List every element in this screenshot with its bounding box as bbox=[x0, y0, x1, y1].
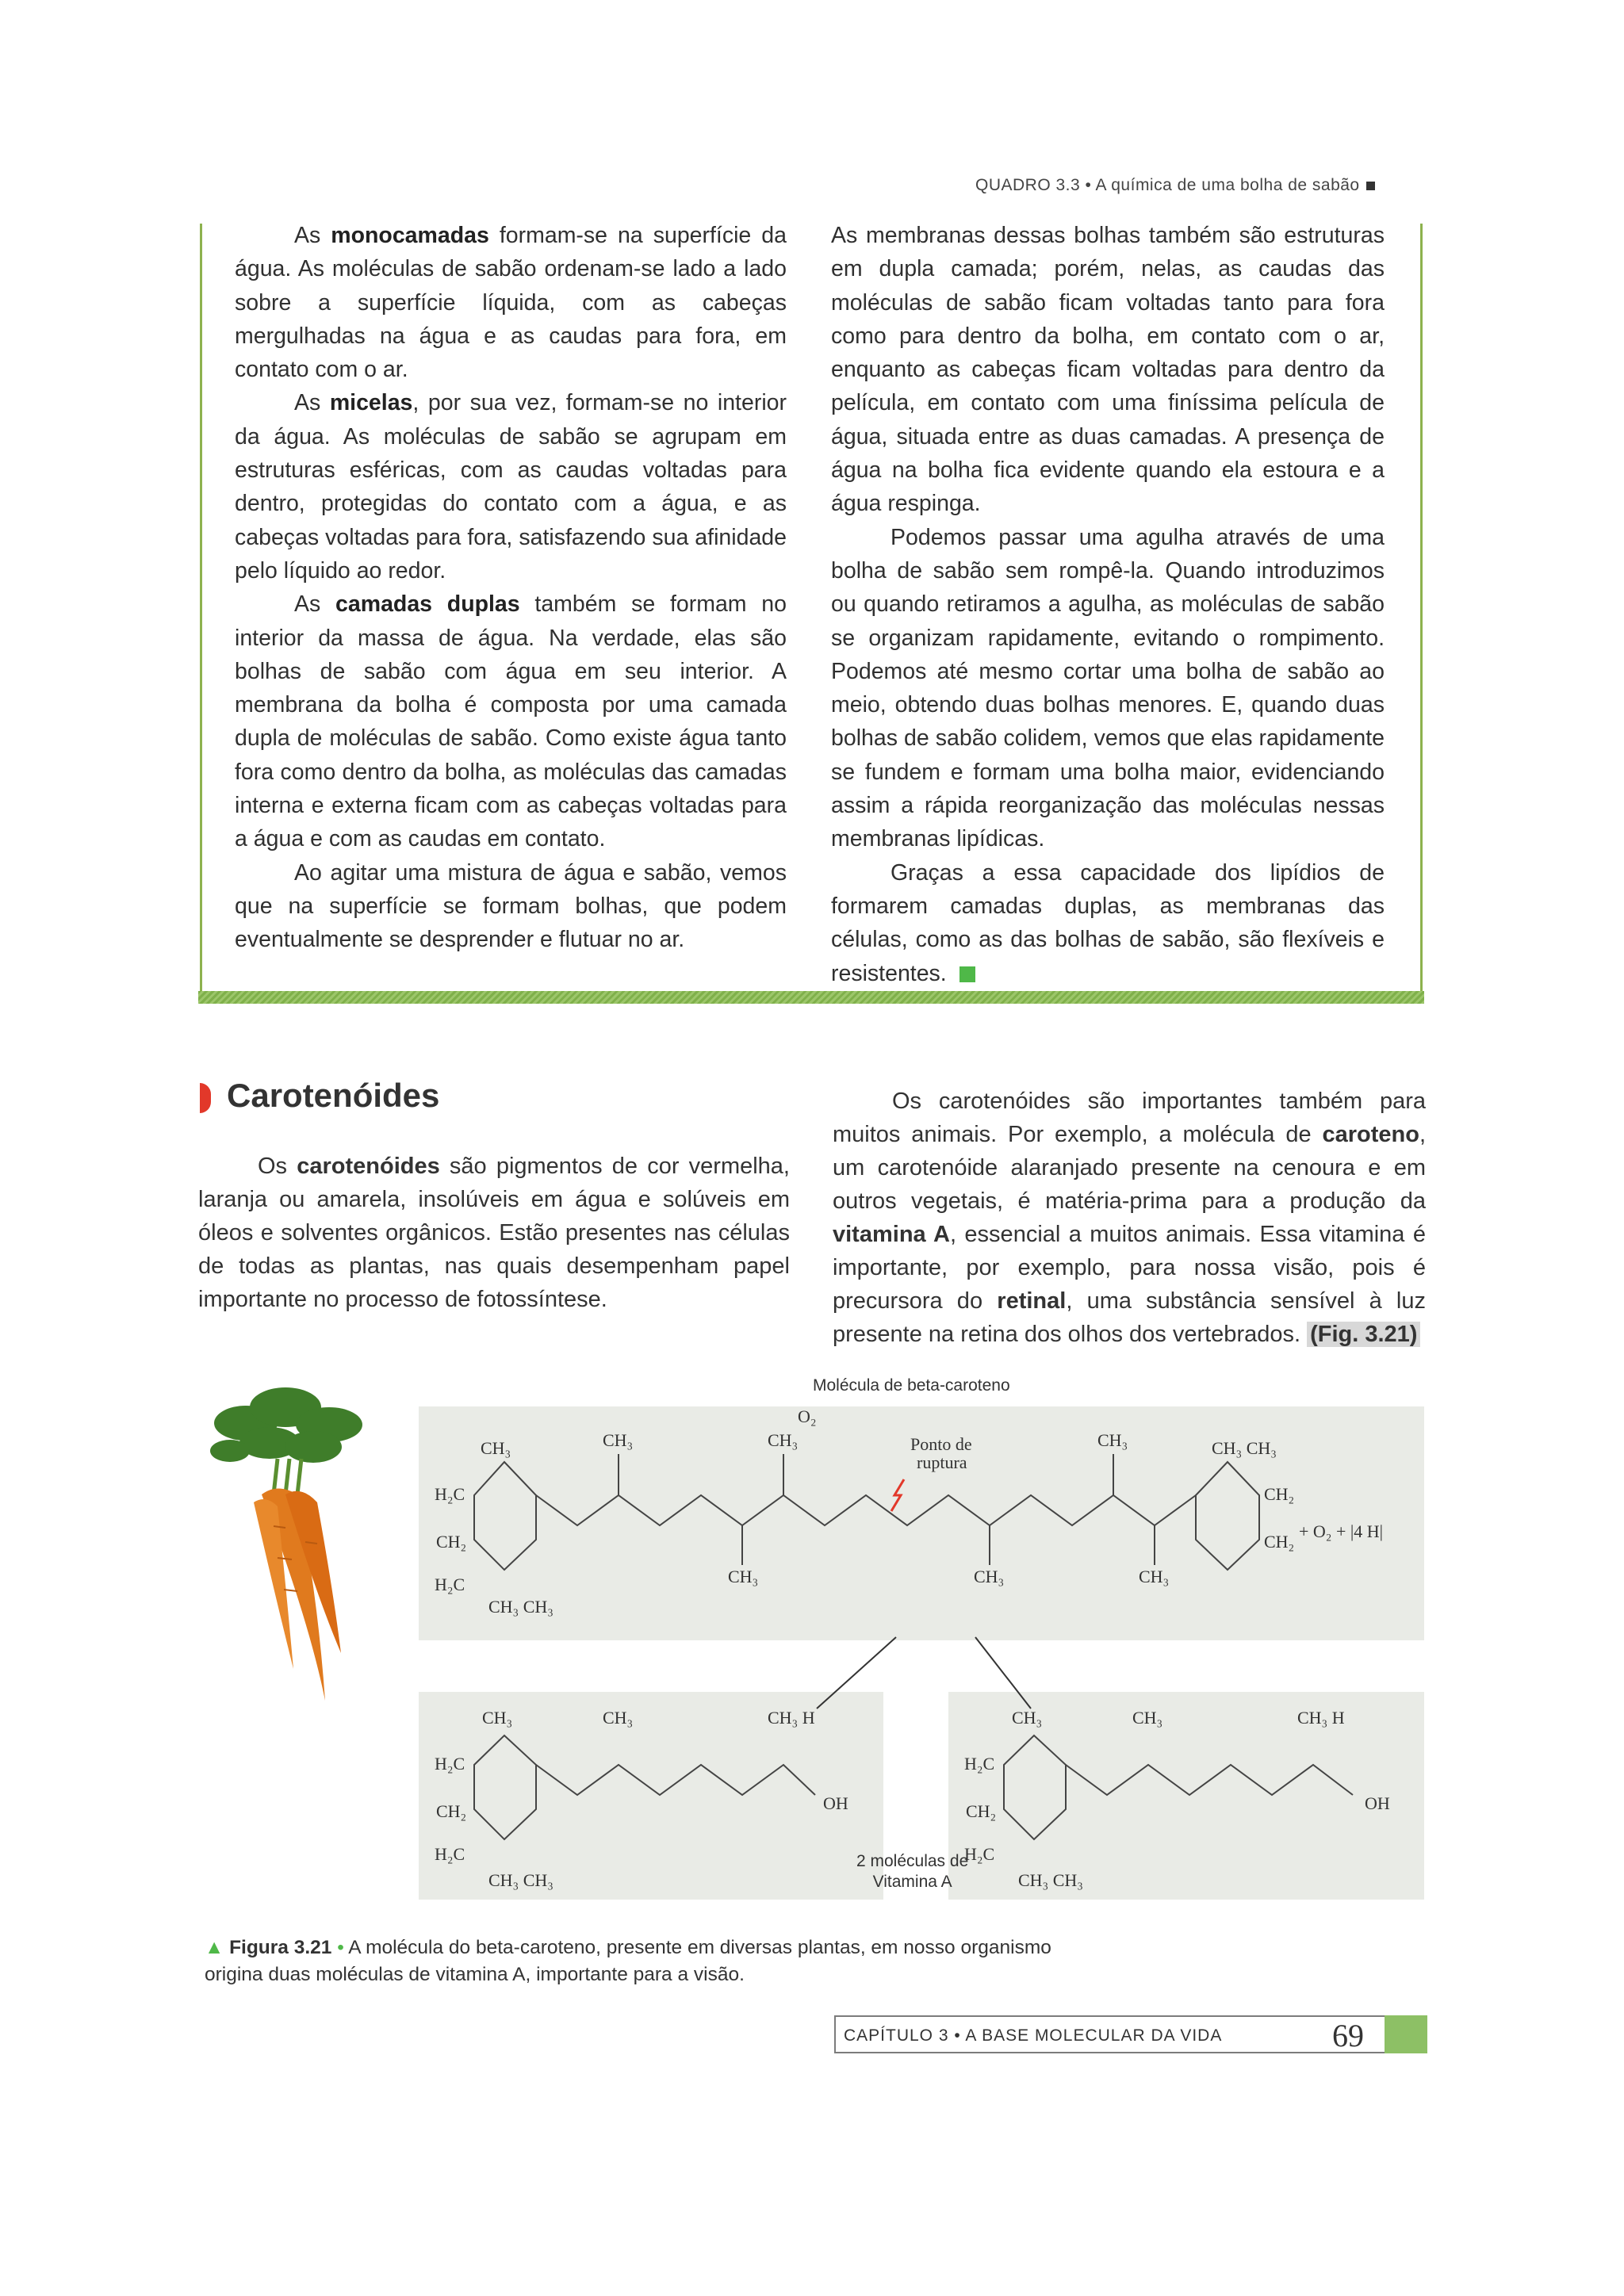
vitamin-a-right-panel bbox=[948, 1692, 1424, 1900]
svg-text:CH₃: CH₃ bbox=[728, 1567, 759, 1586]
svg-text:CH₃: CH₃ bbox=[1012, 1708, 1043, 1728]
rupture-mark-icon bbox=[891, 1479, 904, 1511]
svg-text:CH₃: CH₃ bbox=[603, 1430, 634, 1450]
svg-text:OH: OH bbox=[823, 1793, 848, 1813]
footer-green-tab bbox=[1385, 2015, 1427, 2053]
paragraph-carotenoides: Os carotenóides são pigmentos de cor vermelha, laranja ou amarela, insolúveis em água e solúveis em óleos e solventes orgânicos. Estão presentes nas células de todas as plantas, nas quais desempenham papel importante no processo de fotossíntese. bbox=[198, 1154, 790, 1312]
vitamin-a-left-panel bbox=[419, 1692, 883, 1900]
svg-text:H₂C: H₂C bbox=[964, 1754, 995, 1774]
svg-text:CH₂: CH₂ bbox=[1264, 1484, 1295, 1504]
paragraph-camadas-duplas: As camadas duplas também se formam no interior da massa de água. Na verdade, elas são bolhas de sabão com água em seu interior. A membrana da bolha é composta por uma camada dupla de moléculas de sabão. Como existe água tanto fora como dentro da bolha, as moléculas das camadas interna e externa ficam com as cabeças voltadas para a água e com as caudas em contato. bbox=[235, 591, 787, 852]
paragraph-gracas: Graças a essa capacidade dos lipídios de formarem camadas duplas, as membranas das células, como as das bolhas de sabão, são flexíveis e resistentes. bbox=[831, 859, 1385, 986]
figure-caption: ▲ Figura 3.21 • A molécula do beta-caroteno, presente em diversas plantas, em nosso organismo origina duas moléculas de vitamina A, importante para a visão. bbox=[205, 1937, 1051, 1985]
rupture-label-1: Ponto de bbox=[910, 1434, 972, 1454]
svg-text:CH₃: CH₃ bbox=[1132, 1708, 1163, 1728]
reaction-tail: + O₂ + |4 H| bbox=[1299, 1521, 1384, 1541]
svg-text:CH₃: CH₃ bbox=[1097, 1430, 1128, 1450]
paragraph-membranas: As membranas dessas bolhas também são estruturas em dupla camada; porém, nelas, as caudas das moléculas de sabão ficam voltadas tanto para fora como para dentro da bolha, em contato com o ar, enquanto as cabeças ficam voltadas para dentro da película, em contato com uma finíssima película de água, situada entre as duas camadas. A presença de água na bolha fica evidente quando ela estoura e a água respinga. bbox=[831, 223, 1385, 517]
svg-text:H₂C: H₂C bbox=[435, 1484, 465, 1504]
svg-text:CH₃: CH₃ bbox=[482, 1708, 513, 1728]
svg-text:H₂C: H₂C bbox=[435, 1844, 465, 1864]
svg-text:CH₃: CH₃ bbox=[974, 1567, 1005, 1586]
svg-text:CH₃: CH₃ bbox=[1139, 1567, 1170, 1586]
section-title: Carotenóides bbox=[227, 1077, 440, 1114]
svg-text:H₂C: H₂C bbox=[964, 1844, 995, 1864]
svg-text:CH₃ H: CH₃ H bbox=[1297, 1708, 1345, 1728]
beta-carotene-structure bbox=[419, 1406, 1424, 1640]
footer-chapter: CAPÍTULO 3 • A BASE MOLECULAR DA VIDA bbox=[844, 2026, 1223, 2045]
paragraph-caroteno: Os carotenóides são importantes também para muitos animais. Por exemplo, a molécula de caroteno, um carotenóide alaranjado presente na cenoura e em outros vegetais, é matéria-prima para a produção da vitamina A, essencial a muitos animais. Essa vitamina é importante, por exemplo, para nossa visão, pois é precursora do retinal, uma substância sensível à luz presente na retina dos olhos dos vertebrados. (Fig. 3.21) bbox=[833, 1089, 1426, 1347]
svg-text:CH₃: CH₃ bbox=[768, 1430, 799, 1450]
paragraph-agulha: Podemos passar uma agulha através de uma bolha de sabão sem rompê-la. Quando introduzimos ou quando retiramos a agulha, as moléculas de sabão se organizam rapidamente, evitando o rompimento. Podemos até mesmo cortar uma bolha de sabão ao meio, obtendo duas bolhas menores. E, quando duas bolhas de sabão colidem, vemos que elas rapidamente se fundem e formam uma bolha maior, evidenciando assim a rápida reorganização das moléculas nessas membranas lipídicas. bbox=[831, 524, 1385, 852]
svg-text:H₂C: H₂C bbox=[435, 1754, 465, 1774]
caption-triangle-icon: ▲ bbox=[205, 1937, 224, 1958]
box-right-rule bbox=[1420, 224, 1423, 1001]
section-marker-icon bbox=[200, 1083, 211, 1113]
rupture-label-2: ruptura bbox=[917, 1452, 967, 1472]
vitamin-a-right-structure bbox=[948, 1692, 1424, 1900]
running-head-square bbox=[1366, 182, 1375, 190]
box-left-column bbox=[235, 219, 787, 957]
molecule-label: Molécula de beta-caroteno bbox=[813, 1376, 1010, 1395]
svg-text:CH₃ H: CH₃ H bbox=[768, 1708, 815, 1728]
products-label: 2 moléculas de Vitamina A bbox=[856, 1852, 969, 1891]
box-left-rule bbox=[200, 224, 202, 1001]
carrot-illustration bbox=[198, 1383, 381, 1709]
svg-text:CH₂: CH₂ bbox=[1264, 1532, 1295, 1552]
end-mark-square bbox=[959, 966, 975, 982]
o2-label: O₂ bbox=[798, 1406, 817, 1426]
svg-text:CH₃ CH₃: CH₃ CH₃ bbox=[1212, 1438, 1277, 1458]
carotenoides-right-text bbox=[833, 1085, 1426, 1351]
page-number: 69 bbox=[1332, 2018, 1364, 2053]
paragraph-micelas: As micelas, por sua vez, formam-se no interior da água. As moléculas de sabão se agrupam em estruturas esféricas, com as caudas voltadas para dentro, protegidas do contato com a água, e as cabeças voltadas para fora, satisfazendo sua afinidade pelo líquido ao redor. bbox=[235, 390, 787, 584]
svg-text:CH₂: CH₂ bbox=[436, 1801, 467, 1821]
beta-carotene-panel bbox=[419, 1406, 1424, 1640]
svg-text:CH₃ CH₃: CH₃ CH₃ bbox=[1018, 1870, 1083, 1890]
carotenoides-left-text bbox=[198, 1150, 790, 1316]
svg-text:CH₃ CH₃: CH₃ CH₃ bbox=[488, 1870, 553, 1890]
svg-text:OH: OH bbox=[1365, 1793, 1390, 1813]
svg-text:CH₃ CH₃: CH₃ CH₃ bbox=[488, 1597, 553, 1617]
box-right-column bbox=[831, 219, 1385, 990]
split-arrows bbox=[793, 1633, 1078, 1712]
figure-reference[interactable]: (Fig. 3.21) bbox=[1307, 1322, 1420, 1347]
running-head: QUADRO 3.3 • A química de uma bolha de sabão bbox=[975, 176, 1375, 195]
box-bottom-band bbox=[198, 991, 1424, 1004]
paragraph-monocamadas: As monocamadas formam-se na superfície da água. As moléculas de sabão ordenam-se lado a lado sobre a superfície líquida, com as cabeças mergulhadas na água e as caudas para fora, em contato com o ar. bbox=[235, 223, 787, 383]
svg-text:H₂C: H₂C bbox=[435, 1575, 465, 1594]
svg-text:CH₂: CH₂ bbox=[966, 1801, 997, 1821]
vitamin-a-left-structure bbox=[419, 1692, 883, 1900]
svg-text:CH₃: CH₃ bbox=[481, 1438, 511, 1458]
svg-text:CH₂: CH₂ bbox=[436, 1532, 467, 1552]
paragraph-agitar: Ao agitar uma mistura de água e sabão, vemos que na superfície se formam bolhas, que podem eventualmente se desprender e flutuar no ar. bbox=[235, 859, 787, 953]
svg-text:CH₃: CH₃ bbox=[603, 1708, 634, 1728]
